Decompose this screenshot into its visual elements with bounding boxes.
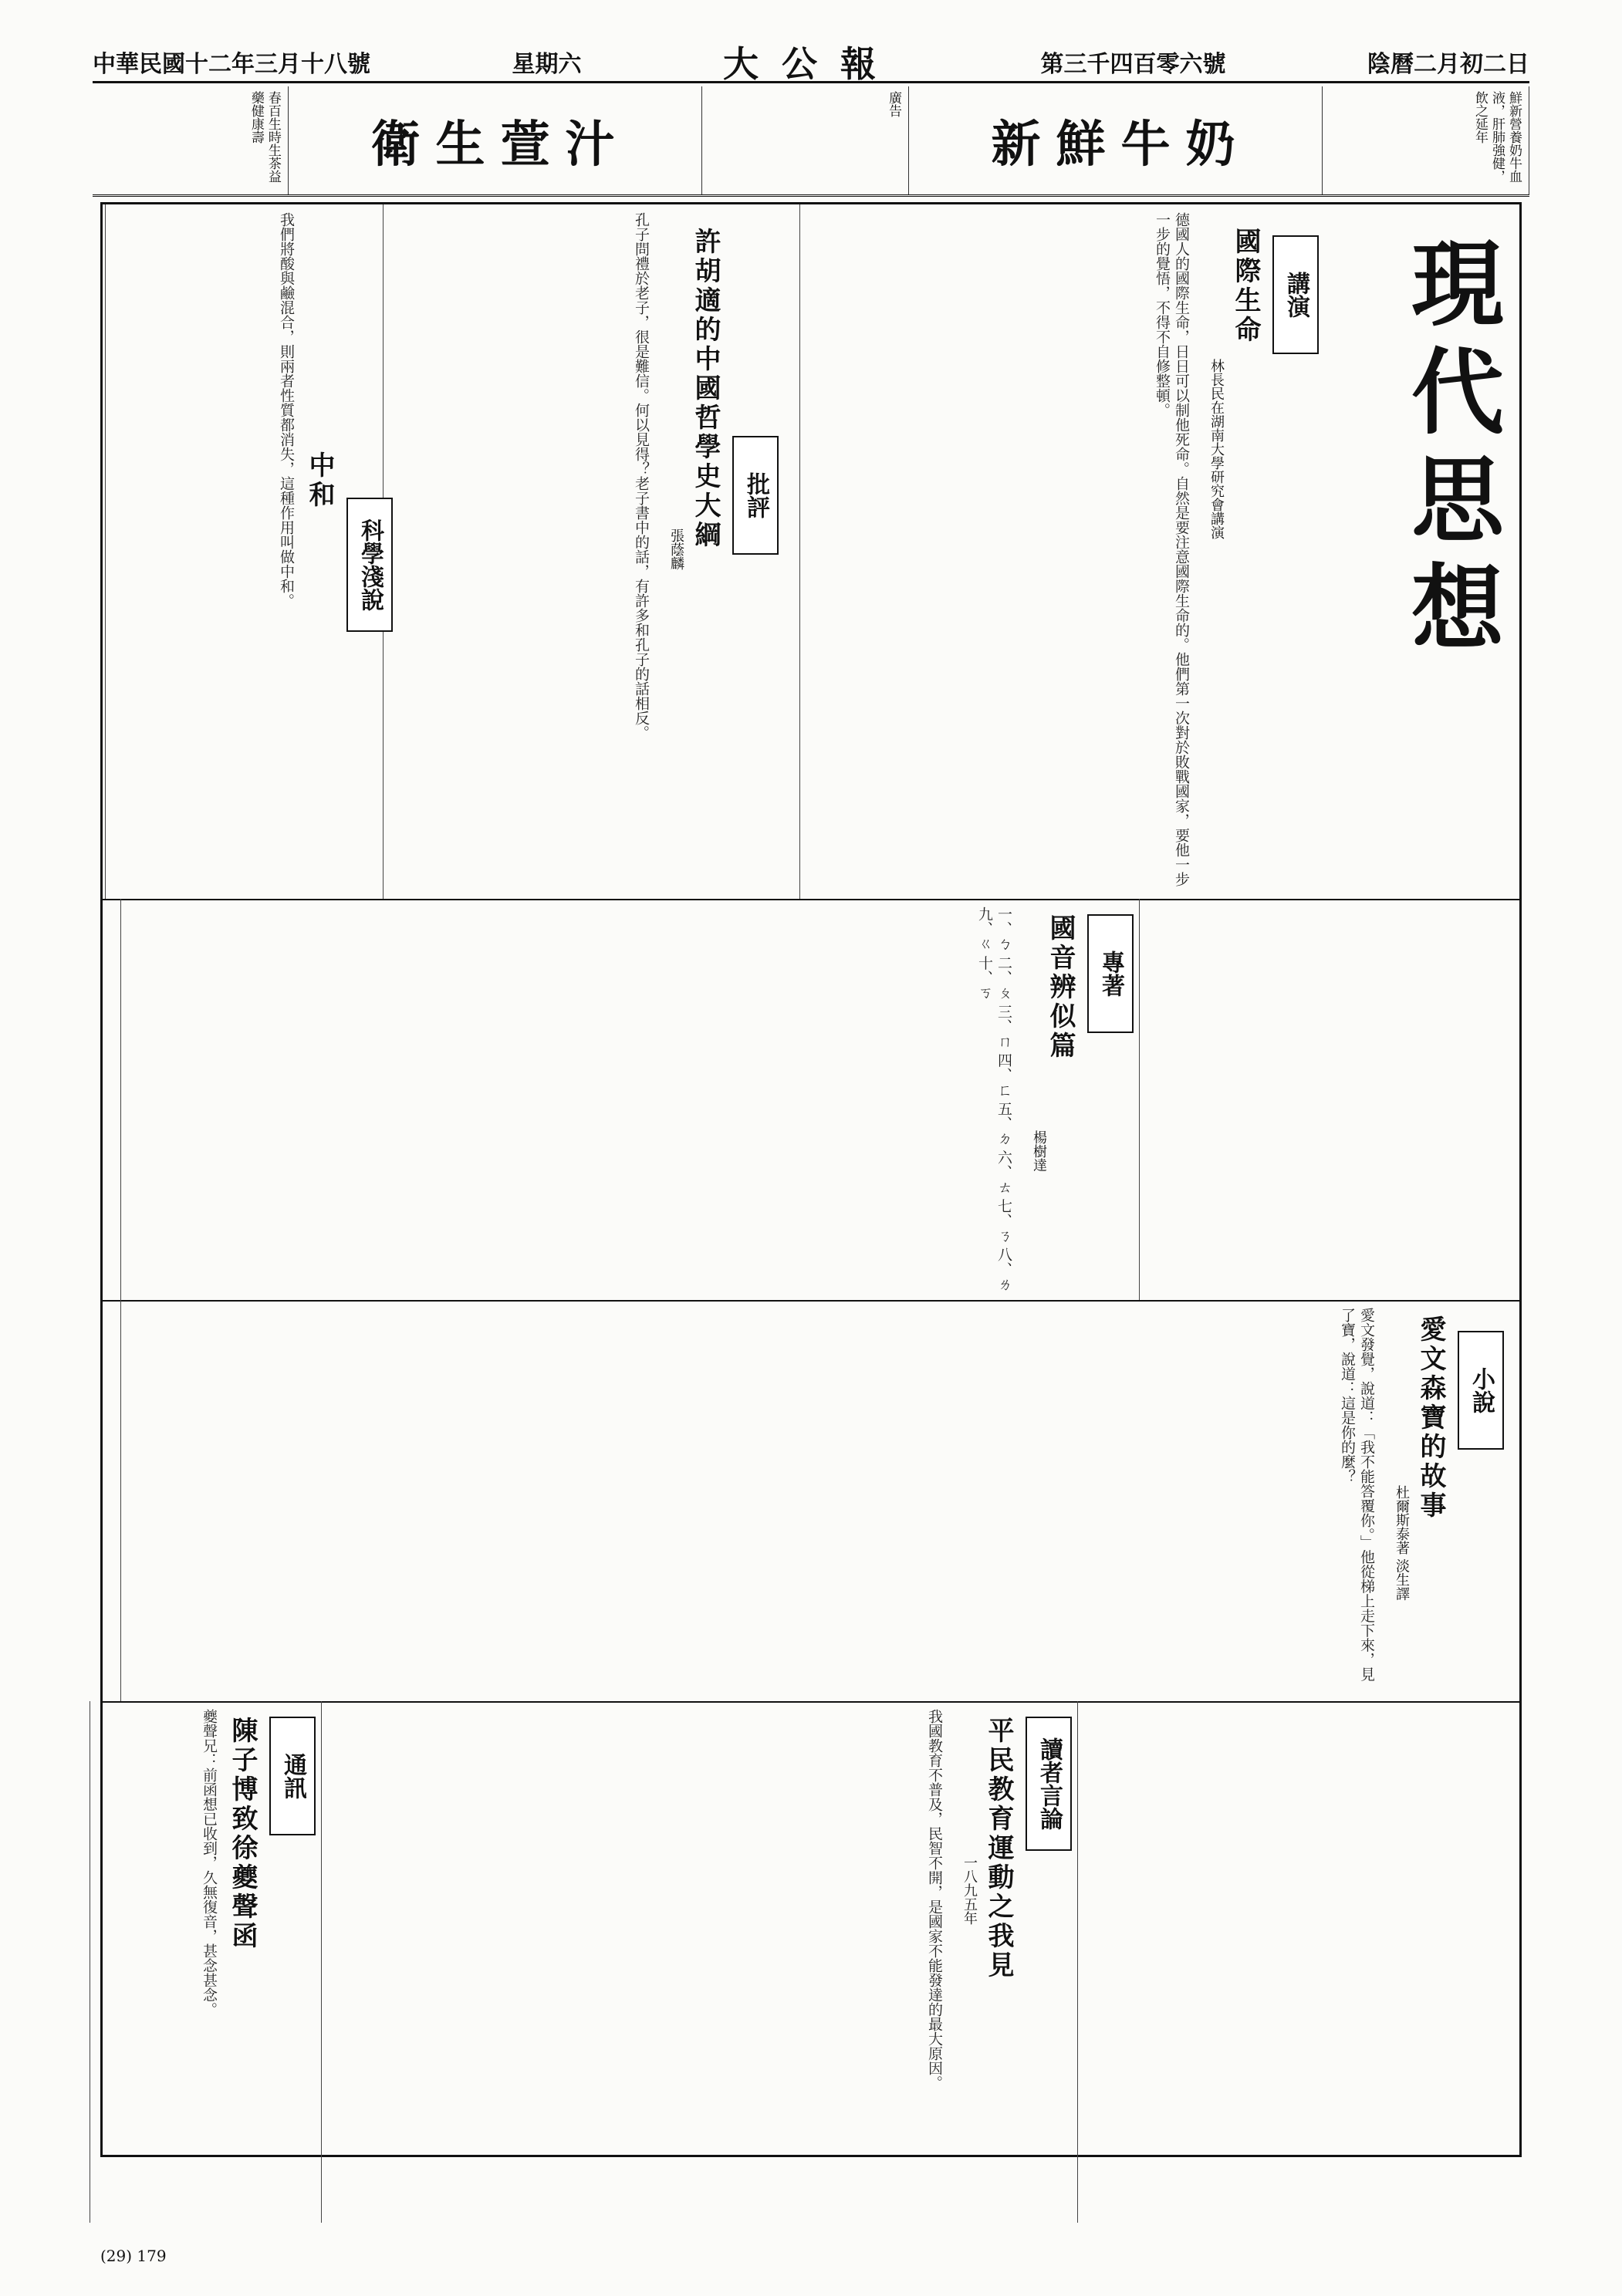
ad-left-title: 衛生萱汁 bbox=[370, 116, 630, 174]
novel-text: 愛文發覺，說道：「我不能答覆你。」他從梯上走下來，見了寶，說道：這是你的麼？ bbox=[120, 1300, 1380, 1701]
reader-banner: 讀者言論 bbox=[1026, 1717, 1072, 1851]
page-body bbox=[100, 202, 1522, 2157]
lecture-headline: 國際生命 bbox=[1230, 228, 1261, 345]
page-number: (29) 179 bbox=[100, 2247, 167, 2265]
reader-byline: 一八九五年 bbox=[961, 1855, 978, 1925]
reader-headline: 平民教育運動之我見 bbox=[983, 1717, 1014, 1980]
novel-headline: 愛文森寶的故事 bbox=[1415, 1315, 1446, 1521]
masthead bbox=[93, 42, 1529, 83]
masthead-issue: 第三千四百零六號 bbox=[1040, 51, 1226, 78]
essay-text bbox=[1077, 1701, 1519, 2223]
masthead-weekday: 星期六 bbox=[512, 51, 582, 78]
lecture-banner: 講演 bbox=[1272, 235, 1319, 354]
bottom-row bbox=[103, 1701, 1519, 2223]
masthead-lunar-date: 陰曆二月初二日 bbox=[1367, 51, 1529, 78]
masthead-date: 中華民國十二年三月十八號 bbox=[93, 51, 370, 78]
critique-banner: 批評 bbox=[732, 436, 779, 555]
monograph-headline: 國音辨似篇 bbox=[1045, 914, 1076, 1061]
lecture-text: 德國人的國際生命，日日可以制他死命。自然是要注意國際生命的。他們第一次對於敗戰國家，要他一步一步的覺悟，不得不自修整頓。 bbox=[799, 204, 1195, 899]
advertisement-band bbox=[93, 86, 1529, 197]
critique-headline: 許胡適的中國哲學史大綱 bbox=[690, 228, 721, 550]
critique-byline: 張蔭麟 bbox=[668, 528, 684, 570]
ad-middle-text: 廣告 bbox=[713, 86, 909, 194]
letters-text: 夔聲兄：前函想已收到，久無復音，甚念甚念。 bbox=[90, 1701, 223, 2223]
critique-text: 孔子問禮於老子，很是難信。何以見得？老子書中的話，有許多和孔子的話相反。 bbox=[383, 204, 655, 899]
lower-row bbox=[103, 1300, 1519, 1703]
novel-banner: 小說 bbox=[1458, 1331, 1504, 1450]
reader-text: 我國教育不普及，民智不開，是國家不能發達的最大原因。 bbox=[321, 1701, 948, 2223]
science-headline: 中和 bbox=[304, 451, 335, 510]
letters-banner: 通訊 bbox=[269, 1717, 316, 1835]
top-row bbox=[103, 204, 1519, 900]
monograph-text: 一、ㄅ 二、ㄆ 三、ㄇ 四、ㄈ 五、ㄉ 六、ㄊ 七、ㄋ 八、ㄌ 九、ㄍ 十、ㄎ bbox=[120, 899, 1018, 1300]
ad-right bbox=[920, 86, 1323, 194]
novel-byline: 杜爾斯泰著 淡生譯 bbox=[1394, 1485, 1410, 1601]
monograph-banner: 專著 bbox=[1087, 914, 1134, 1033]
lecture-byline: 林長民在湖南大學研究會講演 bbox=[1208, 359, 1225, 539]
continuation-text bbox=[1139, 899, 1519, 1300]
letters-headline: 陳子博致徐夔聲函 bbox=[227, 1717, 258, 1951]
ad-right-title: 新鮮牛奶 bbox=[991, 116, 1251, 174]
science-text: 我們將酸與鹼混合，則兩者性質都消失，這種作用叫做中和。 bbox=[105, 204, 300, 899]
monograph-byline: 楊樹達 bbox=[1031, 1130, 1047, 1172]
middle-row bbox=[103, 899, 1519, 1302]
ad-left bbox=[299, 86, 702, 194]
ad-left-text: 春百生時生茶益藥健康壽 bbox=[93, 86, 289, 194]
masthead-title: 大公報 bbox=[723, 43, 899, 85]
section-title: 現代思想 bbox=[1396, 235, 1505, 667]
science-banner: 科學淺說 bbox=[346, 498, 393, 632]
ad-right-text: 鮮新營養奶牛血液，肝肺強健，飲之延年 bbox=[1333, 86, 1529, 194]
